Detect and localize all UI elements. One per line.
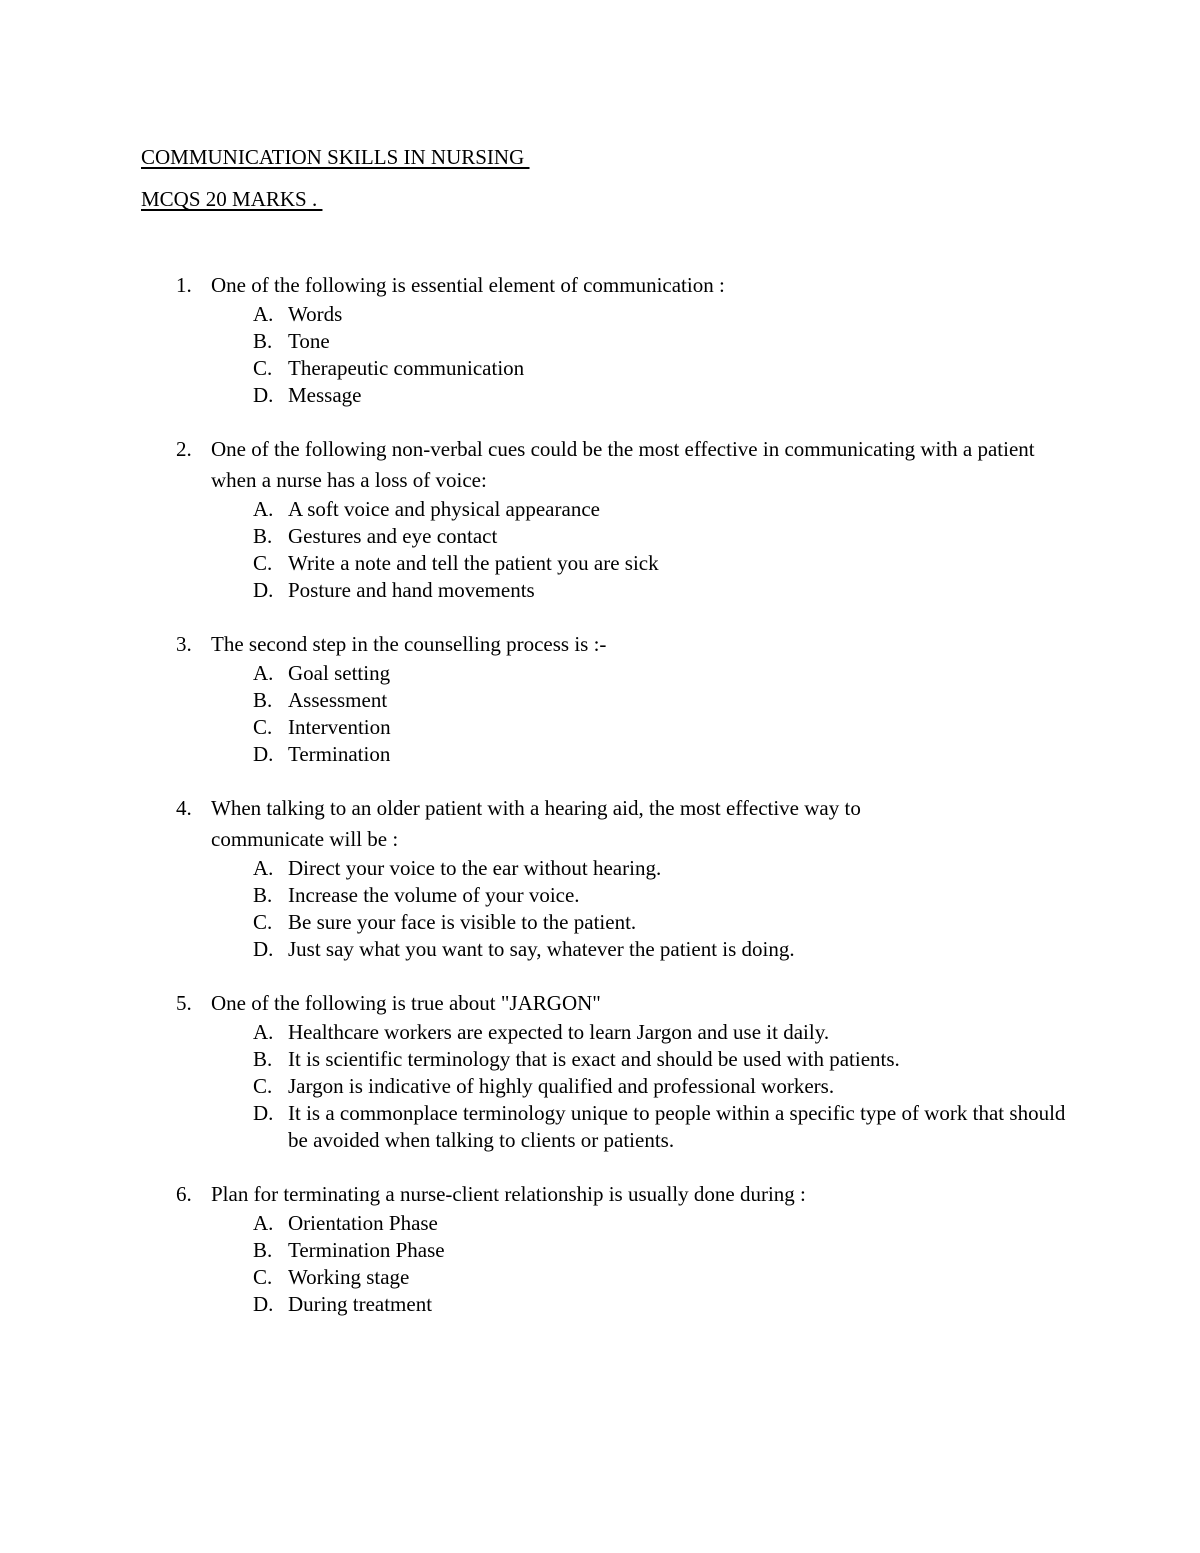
option-b	[0, 882, 1200, 909]
option-d	[0, 577, 1200, 604]
option-c	[0, 909, 1200, 936]
option-a	[0, 301, 1200, 328]
question-list	[0, 270, 1200, 1343]
option-b	[0, 687, 1200, 714]
question-text: One of the following is true about "JARGON"	[211, 991, 601, 1015]
question-text: Plan for terminating a nurse-client relationship is usually done during :	[211, 1182, 806, 1206]
option-list	[0, 660, 1200, 768]
option-letter: D.	[253, 383, 274, 407]
option-letter: B.	[253, 883, 273, 907]
option-a	[0, 1210, 1200, 1237]
option-text: Write a note and tell the patient you are sick	[288, 551, 659, 575]
question-number: 4.	[176, 796, 192, 820]
option-text: During treatment	[288, 1292, 433, 1316]
option-letter: C.	[253, 1265, 273, 1289]
option-text: Direct your voice to the ear without hearing.	[288, 856, 662, 880]
option-text: Goal setting	[288, 661, 391, 685]
option-letter: D.	[253, 578, 274, 602]
option-list	[0, 301, 1200, 409]
option-text: Gestures and eye contact	[288, 524, 498, 548]
question-2	[0, 434, 1200, 604]
option-text: Therapeutic communication	[288, 356, 525, 380]
option-letter: C.	[253, 910, 273, 934]
question-number: 3.	[176, 632, 192, 656]
option-c	[0, 355, 1200, 382]
option-list	[0, 855, 1200, 963]
option-a	[0, 660, 1200, 687]
question-number: 5.	[176, 991, 192, 1015]
option-b	[0, 1046, 1200, 1073]
option-letter: A.	[253, 1020, 274, 1044]
option-text: Just say what you want to say, whatever the patient is doing.	[288, 937, 795, 961]
option-text: Intervention	[288, 715, 391, 739]
option-a	[0, 496, 1200, 523]
option-letter: D.	[253, 937, 274, 961]
option-letter: C.	[253, 1074, 273, 1098]
question-number: 1.	[176, 273, 192, 297]
document-subtitle: MCQS 20 MARKS .	[141, 187, 323, 211]
option-letter: A.	[253, 302, 274, 326]
option-text: Tone	[288, 329, 330, 353]
option-list	[0, 1210, 1200, 1318]
document-title: COMMUNICATION SKILLS IN NURSING	[141, 145, 530, 169]
option-d	[0, 1100, 1200, 1154]
option-text: Message	[288, 383, 362, 407]
option-text: Orientation Phase	[288, 1211, 438, 1235]
option-text: Posture and hand movements	[288, 578, 535, 602]
option-text: It is a commonplace terminology unique to people within a specific type of work that should be avoided when talking to clients or patients.	[288, 1101, 1066, 1152]
option-b	[0, 523, 1200, 550]
option-text: Increase the volume of your voice.	[288, 883, 580, 907]
option-letter: B.	[253, 329, 273, 353]
option-letter: D.	[253, 1292, 274, 1316]
question-1	[0, 270, 1200, 409]
question-3	[0, 629, 1200, 768]
option-d	[0, 382, 1200, 409]
option-letter: B.	[253, 688, 273, 712]
option-c	[0, 714, 1200, 741]
question-4	[0, 793, 1200, 963]
option-text: Termination	[288, 742, 391, 766]
option-letter: A.	[253, 1211, 274, 1235]
option-d	[0, 741, 1200, 768]
option-letter: B.	[253, 1047, 273, 1071]
option-letter: D.	[253, 1101, 274, 1125]
option-c	[0, 550, 1200, 577]
option-text: Working stage	[288, 1265, 410, 1289]
option-letter: A.	[253, 661, 274, 685]
option-text: Jargon is indicative of highly qualified and professional workers.	[288, 1074, 835, 1098]
option-letter: B.	[253, 1238, 273, 1262]
option-c	[0, 1073, 1200, 1100]
option-text: Be sure your face is visible to the patient.	[288, 910, 637, 934]
option-list	[0, 496, 1200, 604]
option-letter: D.	[253, 742, 274, 766]
question-number: 6.	[176, 1182, 192, 1206]
question-text: One of the following is essential element of communication :	[211, 273, 725, 297]
option-d	[0, 1291, 1200, 1318]
question-text: One of the following non-verbal cues could be the most effective in communicating with a patient when a nurse has a loss of voice:	[211, 437, 1035, 492]
option-a	[0, 1019, 1200, 1046]
option-letter: A.	[253, 856, 274, 880]
option-list	[0, 1019, 1200, 1154]
option-letter: C.	[253, 356, 273, 380]
option-text: Words	[288, 302, 343, 326]
option-b	[0, 1237, 1200, 1264]
option-letter: A.	[253, 497, 274, 521]
question-text: The second step in the counselling process is :-	[211, 632, 607, 656]
option-text: Assessment	[288, 688, 388, 712]
option-d	[0, 936, 1200, 963]
option-text: A soft voice and physical appearance	[288, 497, 600, 521]
option-text: Healthcare workers are expected to learn Jargon and use it daily.	[288, 1020, 830, 1044]
option-c	[0, 1264, 1200, 1291]
question-5	[0, 988, 1200, 1154]
option-letter: B.	[253, 524, 273, 548]
option-letter: C.	[253, 551, 273, 575]
option-letter: C.	[253, 715, 273, 739]
option-a	[0, 855, 1200, 882]
question-6	[0, 1179, 1200, 1318]
option-b	[0, 328, 1200, 355]
question-text: When talking to an older patient with a hearing aid, the most effective way to communicate will be :	[211, 796, 861, 851]
question-number: 2.	[176, 437, 192, 461]
option-text: It is scientific terminology that is exact and should be used with patients.	[288, 1047, 900, 1071]
option-text: Termination Phase	[288, 1238, 445, 1262]
